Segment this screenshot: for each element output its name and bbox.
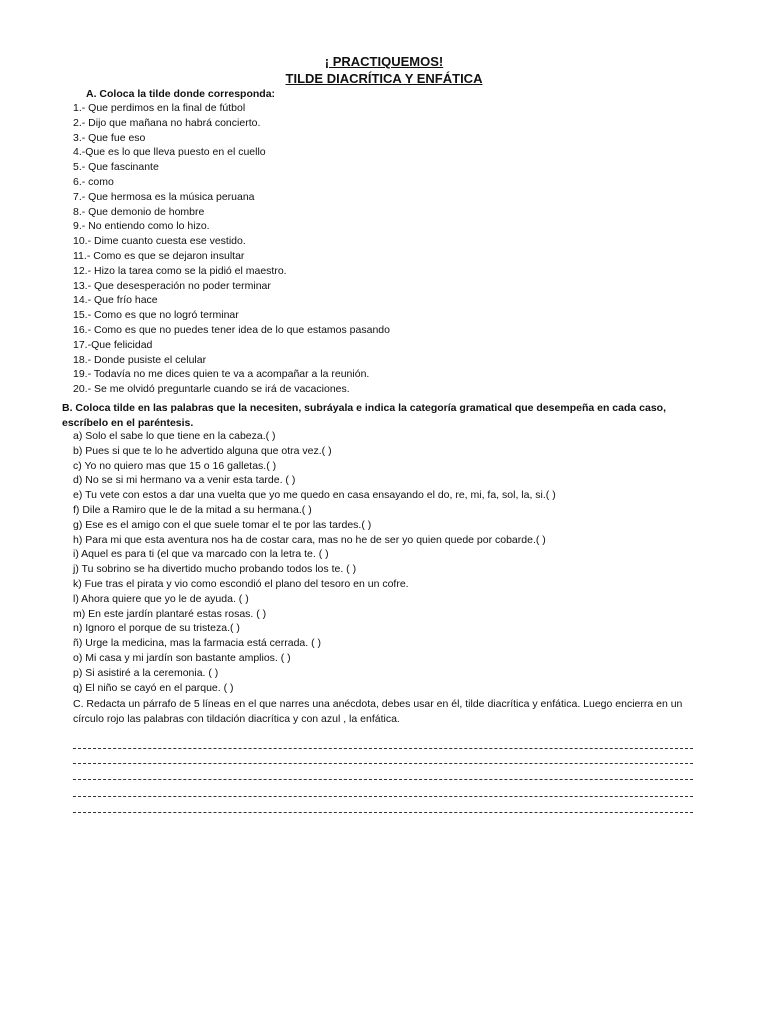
- section-b-item: a) Solo el sabe lo que tiene en la cabeza.( ): [73, 430, 276, 442]
- section-b-item: d) No se si mi hermano va a venir esta tarde. ( ): [73, 474, 296, 487]
- section-a-item: 9.- No entiendo como lo hizo.: [73, 220, 210, 233]
- section-b-item: l) Ahora quiere que yo le de ayuda. ( ): [73, 592, 249, 605]
- section-b-item: p) Si asistiré a la ceremonia. ( ): [73, 666, 219, 679]
- section-a-item: 11.- Como es que se dejaron insultar: [73, 250, 245, 262]
- section-c-instructions: C. Redacta un párrafo de 5 líneas en el que narres una anécdota, debes usar en él, tilde diacrítica y enfática. Luego encierra en un círculo rojo las palabras con tildación diacrítica y con azul , la enfática.: [73, 698, 683, 725]
- section-a-item: 4.-Que es lo que lleva puesto en el cuello: [73, 146, 266, 159]
- section-b-item: m) En este jardín plantaré estas rosas. ( ): [73, 607, 267, 620]
- section-b-item: k) Fue tras el pirata y vio como escondió el plano del tesoro en un cofre.: [73, 578, 409, 590]
- answer-line: [73, 796, 693, 797]
- section-b-item: ñ) Urge la medicina, mas la farmacia está cerrada. ( ): [73, 637, 322, 650]
- section-b-item: q) El niño se cayó en el parque. ( ): [73, 681, 234, 694]
- section-a-item: 3.- Que fue eso: [73, 131, 146, 144]
- section-a-item: 12.- Hizo la tarea como se la pidió el maestro.: [73, 264, 287, 277]
- section-b-item: n) Ignoro el porque de su tristeza.( ): [73, 622, 240, 635]
- section-a-item: 10.- Dime cuanto cuesta ese vestido.: [73, 235, 246, 248]
- section-b-item: h) Para mi que esta aventura nos ha de costar cara, mas no he de ser yo quien quede por cobarde.( ): [73, 533, 546, 546]
- section-a-heading: A. Coloca la tilde donde corresponda:: [86, 88, 276, 100]
- section-a-item: 5.- Que fascinante: [73, 161, 159, 174]
- worksheet-title: ¡ PRACTIQUEMOS!: [324, 54, 444, 69]
- section-b-item: b) Pues si que te lo he advertido alguna que otra vez.( ): [73, 444, 332, 457]
- section-a-item: 18.- Donde pusiste el celular: [73, 353, 207, 366]
- section-a-item: 15.- Como es que no logró terminar: [73, 309, 239, 322]
- section-a-item: 2.- Dijo que mañana no habrá concierto.: [73, 116, 261, 129]
- section-a-item: 13.- Que desesperación no poder terminar: [73, 279, 271, 292]
- answer-line: [73, 779, 693, 780]
- section-b-item: e) Tu vete con estos a dar una vuelta que yo me quedo en casa ensayando el do, re, mi, fa, sol, la, si.( ): [73, 489, 556, 502]
- section-a-item: 20.- Se me olvidó preguntarle cuando se irá de vacaciones.: [73, 383, 350, 396]
- section-a-item: 17.-Que felicidad: [73, 338, 153, 351]
- section-a-item: 1.- Que perdimos en la final de fútbol: [73, 102, 246, 114]
- section-a-item: 6.- como: [73, 176, 114, 188]
- section-b-item: j) Tu sobrino se ha divertido mucho probando todos los te. ( ): [73, 563, 357, 576]
- section-b-item: g) Ese es el amigo con el que suele tomar el te por las tardes.( ): [73, 518, 372, 531]
- section-a-item: 7.- Que hermosa es la música peruana: [73, 190, 255, 203]
- section-a-item: 19.- Todavía no me dices quien te va a acompañar a la reunión.: [73, 368, 370, 381]
- worksheet-subtitle: TILDE DIACRÍTICA Y ENFÁTICA: [285, 71, 483, 86]
- section-b-item: c) Yo no quiero mas que 15 o 16 galletas.( ): [73, 459, 277, 472]
- section-b-item: i) Aquel es para ti (el que va marcado con la letra te. ( ): [73, 548, 329, 561]
- section-b-item: o) Mi casa y mi jardín son bastante amplios. ( ): [73, 652, 291, 664]
- answer-line: [73, 763, 693, 764]
- section-a-item: 8.- Que demonio de hombre: [73, 205, 205, 218]
- answer-line: [73, 748, 693, 749]
- section-b-heading: B. Coloca tilde en las palabras que la necesiten, subráyala e indica la categoría gramatical que desempeña en cada caso, escríbelo en el paréntesis.: [62, 402, 666, 429]
- section-a-item: 16.- Como es que no puedes tener idea de lo que estamos pasando: [73, 324, 390, 336]
- section-b-item: f) Dile a Ramiro que le de la mitad a su hermana.( ): [73, 504, 312, 516]
- answer-line: [73, 812, 693, 813]
- section-a-item: 14.- Que frío hace: [73, 294, 158, 307]
